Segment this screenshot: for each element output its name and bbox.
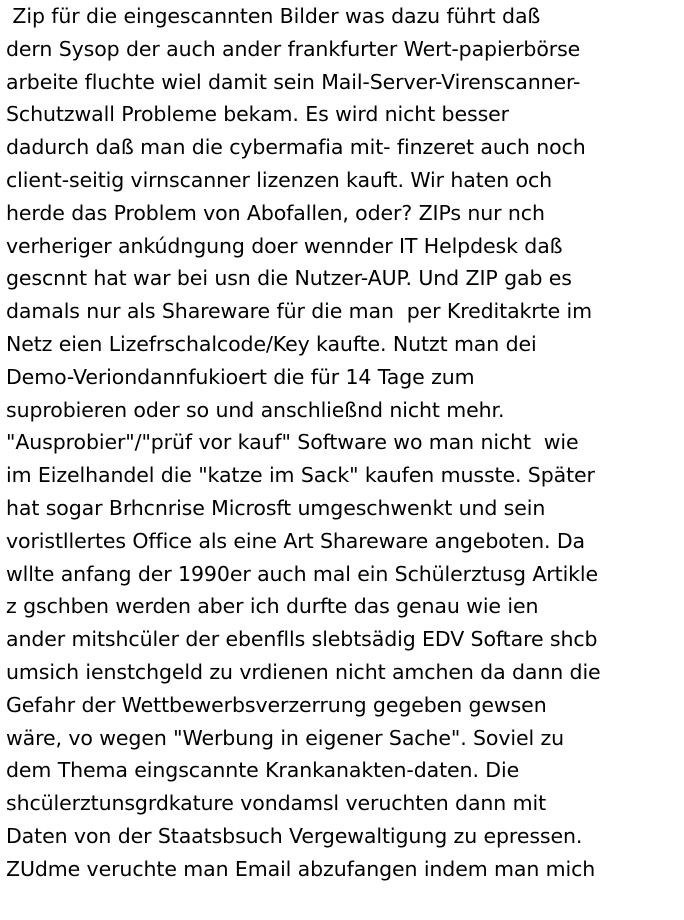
text-line: dern Sysop der auch ander frankfurter Wert-papierbörse — [6, 36, 581, 61]
text-line: shcülerztunsgrdkature vondamsl veruchten dann mit — [6, 791, 547, 816]
text-line: damals nur als Shareware für die man per Kreditakrte im — [6, 299, 592, 324]
text-line: dem Thema eingscannte Krankanakten-daten. Die — [6, 758, 520, 783]
text-line: z gschben werden aber ich durfte das genau wie ien — [6, 594, 539, 619]
text-line: hat sogar Brhcnrise Microsft umgeschwenkt und sein — [6, 495, 546, 520]
text-line: wllte anfang der 1990er auch mal ein Schülerztusg Artikle — [6, 561, 599, 586]
text-line: Demo-Veriondannfukioert die für 14 Tage zum — [6, 364, 475, 389]
text-line: umsich ienstchgeld zu vrdienen nicht amchen da dann die — [6, 659, 601, 684]
text-line: suprobieren oder so und anschließnd nicht mehr. — [6, 397, 505, 422]
text-line: verheriger ankúdngung doer wennder IT Helpdesk daß — [6, 233, 563, 258]
text-line: Schutzwall Probleme bekam. Es wird nicht besser — [6, 102, 509, 127]
text-line: arbeite fluchte wiel damit sein Mail-Server-Virenscanner- — [6, 69, 581, 94]
text-line: ander mitshcüler der ebenflls slebtsädig EDV Softare shcb — [6, 627, 598, 652]
text-line: Zip für die eingescannten Bilder was dazu führt daß — [6, 4, 541, 28]
text-line: herde das Problem von Abofallen, oder? ZIPs nur nch — [6, 200, 545, 225]
text-line: gescnnt hat war bei usn die Nutzer-AUP. Und ZIP gab es — [6, 266, 572, 291]
text-line: Gefahr der Wettbewerbsverzerrung gegeben gewsen — [6, 692, 547, 717]
text-line: Daten von der Staatsbsuch Vergewaltigung zu epressen. — [6, 823, 583, 848]
text-line: "Ausprobier"/"prüf vor kauf" Software wo man nicht wie — [6, 430, 579, 455]
text-line: dadurch daß man die cybermafia mit- finzeret auch noch — [6, 135, 586, 160]
text-line: Netz eien Lizefrschalcode/Key kaufte. Nutzt man dei — [6, 331, 537, 356]
text-line: im Eizelhandel die "katze im Sack" kaufen musste. Später — [6, 463, 595, 488]
text-line: voristllertes Office als eine Art Shareware angeboten. Da — [6, 528, 586, 553]
text-line: ZUdme veruchte man Email abzufangen indem man mich — [6, 856, 596, 881]
document-body — [6, 0, 684, 920]
text-line: wäre, vo wegen "Werbung in eigener Sache". Soviel zu — [6, 725, 565, 750]
text-line: client-seitig virnscanner lizenzen kauft. Wir haten och — [6, 167, 553, 192]
